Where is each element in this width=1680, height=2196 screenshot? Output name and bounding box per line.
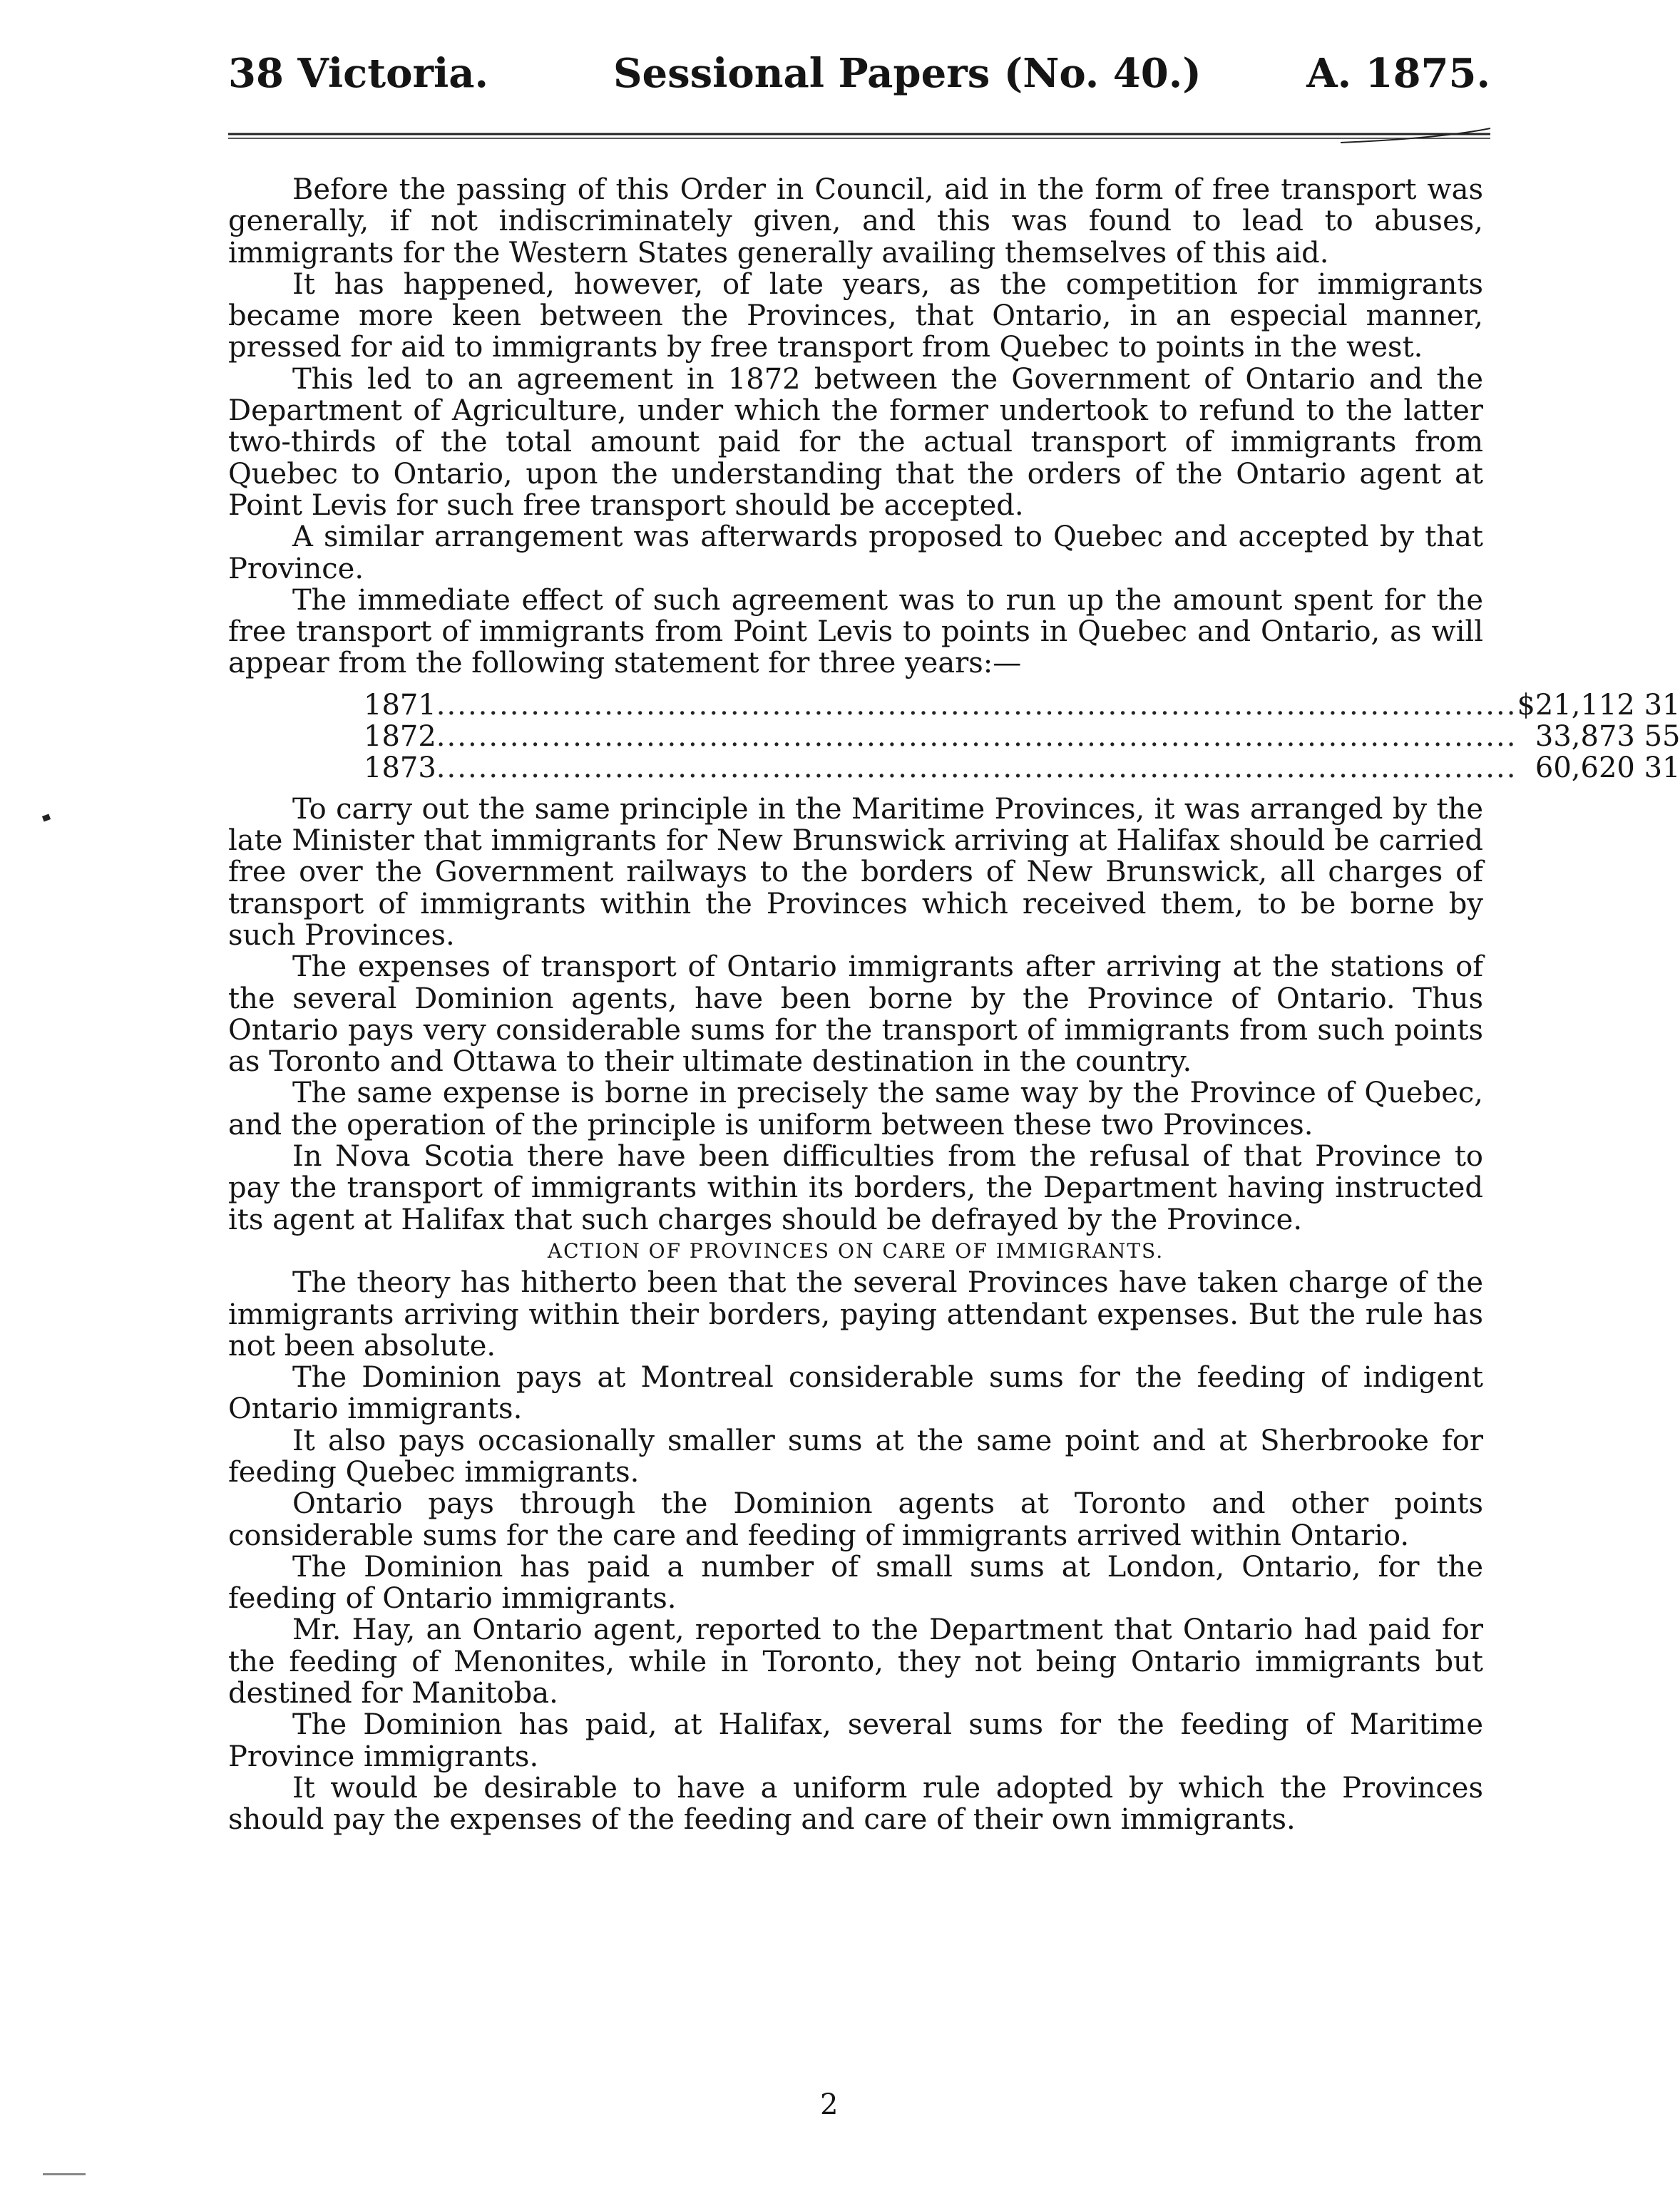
paragraph: The immediate effect of such agreement was to run up the amount spent for the free transport of immigrants from Point Levis to points in Quebec and Ontario, as will appear from the following statement for three years:— [228,583,1483,680]
statement-year: 1872 [364,719,436,753]
paragraph: Ontario pays through the Dominion agents at Toronto and other points considerable sums for the care and feeding of immigrants arrived within Ontario. [228,1487,1483,1552]
paragraph: The expenses of transport of Ontario immigrants after arriving at the stations of the several Dominion agents, have been borne by the Province of Ontario. Thus Ontario pays very considerable sums for the transport of immigrants from such points as Toronto and Ottawa to their ultimate destination in the country. [228,950,1483,1079]
table-row [364,752,1680,784]
paragraph: It has happened, however, of late years, as the competition for immigrants became more keen between the Provinces, that Ontario, in an especial manner, pressed for aid to immigrants by free transport from Quebec to points in the west. [228,267,1483,364]
statement-year: 1873 [364,751,436,784]
statement-year: 1871 [364,688,436,722]
transport-statement-table [364,689,1680,784]
body-text [228,173,1680,1837]
paragraph: It also pays occasionally smaller sums at the same point and at Sherbrooke for feeding Quebec immigrants. [228,1424,1483,1489]
section-heading: ACTION OF PROVINCES ON CARE OF IMMIGRANTS. [547,1238,1164,1263]
paragraph: The theory has hitherto been that the several Provinces have taken charge of the immigrants arriving within their borders, paying attendant expenses. But the rule has not been absolute. [228,1266,1483,1363]
paragraph: It would be desirable to have a uniform rule adopted by which the Provinces should pay the expenses of the feeding and care of their own immigrants. [228,1771,1483,1837]
leader-dots: ....................................................................................................... [436,719,1517,753]
paragraph: The Dominion pays at Montreal considerable sums for the feeding of indigent Ontario immigrants. [228,1361,1483,1426]
paragraph: Mr. Hay, an Ontario agent, reported to the Department that Ontario had paid for the feeding of Menonites, while in Toronto, they not being Ontario immigrants but destined for Manitoba. [228,1613,1483,1710]
paragraph: The Dominion has paid a number of small sums at London, Ontario, for the feeding of Ontario immigrants. [228,1550,1483,1616]
leader-dots: ....................................................................................................... [436,751,1517,784]
paragraph: This led to an agreement in 1872 between the Government of Ontario and the Department of Agriculture, under which the former undertook to refund to the latter two-thirds of the total amount paid for the actual transport of immigrants from Quebec to Ontario, upon the understanding that the orders of the Ontario agent at Point Levis for such free transport should be accepted. [228,362,1483,522]
paragraph: In Nova Scotia there have been difficulties from the refusal of that Province to pay the transport of immigrants within its borders, the Department having instructed its agent at Halifax that such charges should be defrayed by the Province. [228,1140,1483,1236]
running-head [228,41,1490,106]
page-number: 2 [820,2088,839,2121]
header-rule [228,127,1490,145]
statement-amount: 60,620 31 [1535,751,1680,784]
paragraph: The same expense is borne in precisely the same way by the Province of Quebec, and the operation of the principle is uniform between these two Provinces. [228,1077,1483,1141]
paragraph: The Dominion has paid, at Halifax, several sums for the feeding of Maritime Province immigrants. [228,1708,1483,1773]
paragraph: Before the passing of this Order in Council, aid in the form of free transport was generally, if not indiscriminately given, and this was found to lead to abuses, immigrants for the Western States generally availing themselves of this aid. [228,173,1483,270]
leader-dots: ....................................................................................................... [436,688,1517,722]
scan-mark [43,2173,86,2175]
table-row [364,689,1680,721]
table-row [364,721,1680,752]
margin-speck [42,814,51,822]
statement-amount: $21,112 31 [1517,688,1680,722]
statement-amount: 33,873 55 [1535,719,1680,753]
running-head-left: 38 Victoria. [228,50,489,97]
paragraph: To carry out the same principle in the Maritime Provinces, it was arranged by the late Minister that immigrants for New Brunswick arriving at Halifax should be carried free over the Government railways to the borders of New Brunswick, all charges of transport of immigrants within the Provinces which received them, to be borne by such Provinces. [228,792,1483,952]
running-head-center: Sessional Papers (No. 40.) [613,50,1202,97]
running-head-right: A. 1875. [1306,50,1490,97]
paragraph: A similar arrangement was afterwards proposed to Quebec and accepted by that Province. [228,520,1483,585]
